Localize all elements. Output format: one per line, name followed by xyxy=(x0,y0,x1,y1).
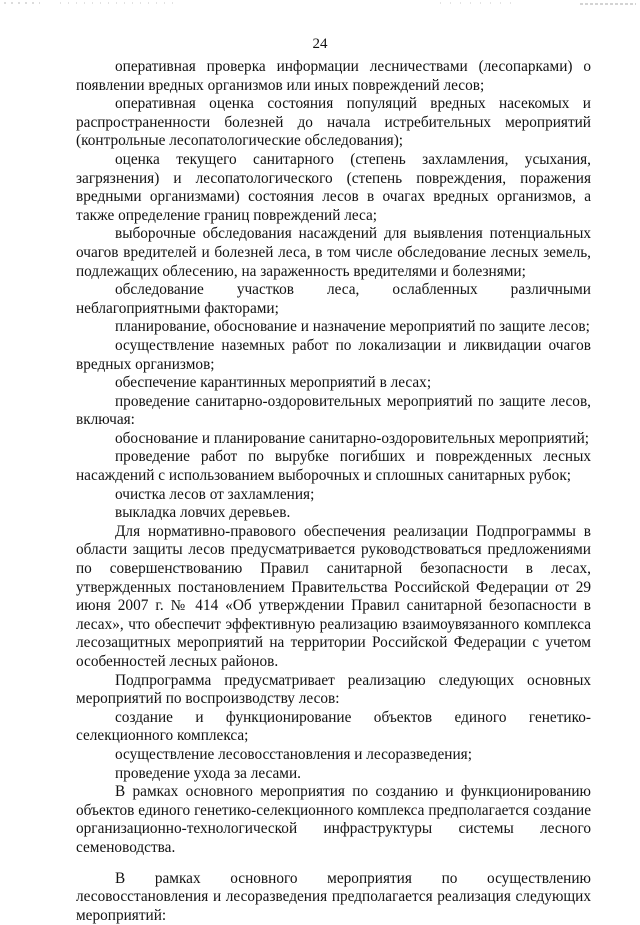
paragraph: оперативная оценка состояния популяций вредных насекомых и распространенности болезней до начала истребительных мероприятий (контрольные лесопатологические обследования); xyxy=(76,95,591,150)
page-number: 24 xyxy=(312,36,328,52)
paragraph: Подпрограмма предусматривает реализацию следующих основных мероприятий по воспроизводству лесов: xyxy=(76,671,591,708)
paragraph: осуществление наземных работ по локализации и ликвидации очагов вредных организмов; xyxy=(76,336,591,373)
paragraph: обследование участков леса, ослабленных различными неблагоприятными факторами; xyxy=(76,281,591,317)
paragraph: В рамках основного мероприятия по созданию и функционированию объектов единого генетико-селекционного комплекса предполагается создание организационно-технологической инфраструктуры системы лесного семеноводства. xyxy=(76,783,591,856)
paragraph: В рамках основного мероприятия по осуществлению лесовосстановления и лесоразведения предполагается реализация следующих мероприятий: xyxy=(76,869,591,924)
paragraph: создание и функционирование объектов единого генетико-селекционного комплекса; xyxy=(76,708,591,745)
paragraph: оперативная проверка информации лесничествами (лесопарками) о появлении вредных организмов или иных повреждений лесов; xyxy=(76,58,591,94)
paragraph: проведение работ по вырубке погибших и поврежденных лесных насаждений с использованием выборочных и сплошных санитарных рубок; xyxy=(76,448,591,485)
paragraph: обоснование и планирование санитарно-оздоровительных мероприятий; xyxy=(115,429,590,447)
paragraph: осуществление лесовосстановления и лесоразведения; xyxy=(115,745,472,763)
scan-edge-marks xyxy=(0,0,640,10)
paragraph: обеспечение карантинных мероприятий в лесах; xyxy=(115,374,432,392)
paragraph: Для нормативно-правового обеспечения реализации Подпрограммы в области защиты лесов предусматривается руководствоваться предложениями по совершенствованию Правил санитарной безопасности в лесах, утвержденных постановлением Правительства Российской Федерации от 29 июня 2007 г. № 414 «Об утверждении Правил санитарной безопасности в лесах», что обеспечит эффективную реализацию взаимоувязанного комплекса лесозащитных мероприятий на территории Российской Федерации с учетом особенностей лесных районов. xyxy=(76,522,591,670)
paragraph: оценка текущего санитарного (степень захламления, усыхания, загрязнения) и лесопатологического (степень повреждения, поражения вредными организмами) состояния лесов в очагах вредных организмов, а также определение границ повреждений леса; xyxy=(76,150,591,224)
paragraph: проведение санитарно-оздоровительных мероприятий по защите лесов, включая: xyxy=(76,392,591,429)
paragraph: очистка лесов от захламления; xyxy=(115,485,315,503)
paragraph: планирование, обоснование и назначение мероприятий по защите лесов; xyxy=(115,318,590,336)
paragraph: выборочные обследования насаждений для выявления потенциальных очагов вредителей и болезней леса, в том числе обследование лесных земель, подлежащих облесению, на зараженность вредителями и болезнями; xyxy=(76,225,591,280)
paragraph: выкладка ловчих деревьев. xyxy=(115,504,291,522)
document-body xyxy=(76,58,591,925)
paragraph: проведение ухода за лесами. xyxy=(115,764,301,782)
